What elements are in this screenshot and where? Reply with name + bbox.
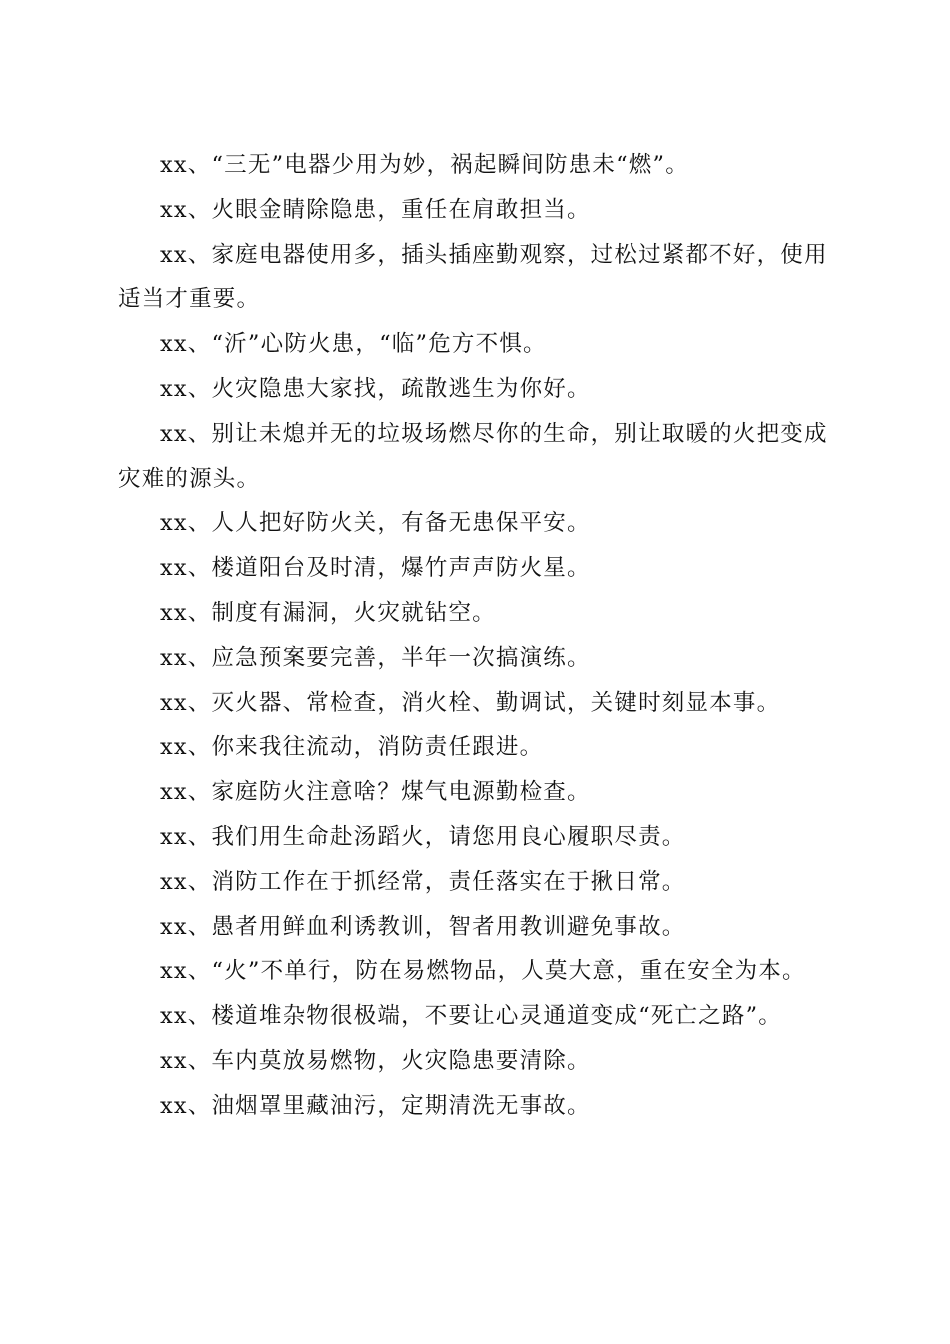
slogan-paragraph: xx、人人把好防火关，有备无患保平安。 <box>160 510 591 537</box>
slogan-paragraph: xx、车内莫放易燃物，火灾隐患要清除。 <box>160 1047 591 1074</box>
document-body <box>118 143 830 1129</box>
slogan-paragraph: xx、“三无”电器少用为妙，祸起瞬间防患未“燃”。 <box>160 152 689 178</box>
slogan-paragraph: xx、火眼金睛除隐患，重任在肩敢担当。 <box>160 196 591 223</box>
slogan-paragraph: xx、楼道堆杂物很极端，不要让心灵通道变成“死亡之路”。 <box>160 1003 782 1030</box>
slogan-paragraph: xx、你来我往流动，消防责任跟进。 <box>160 734 544 761</box>
slogan-paragraph: xx、“沂”心防火患，“临”危方不惧。 <box>160 331 547 358</box>
slogan-paragraph: xx、家庭电器使用多，插头插座勤观察，过松过紧都不好，使用适当才重要。 <box>118 241 828 313</box>
slogan-paragraph: xx、灭火器、常检查，消火栓、勤调试，关键时刻显本事。 <box>160 689 781 716</box>
slogan-paragraph: xx、家庭防火注意啥？煤气电源勤检查。 <box>160 779 591 806</box>
slogan-paragraph: xx、制度有漏洞，火灾就钻空。 <box>160 599 496 626</box>
slogan-paragraph: xx、应急预案要完善，半年一次搞演练。 <box>160 644 591 671</box>
slogan-paragraph: xx、愚者用鲜血利诱教训，智者用教训避免事故。 <box>160 913 686 940</box>
slogan-paragraph: xx、别让未熄并无的垃圾场燃尽你的生命，别让取暖的火把变成灾难的源头。 <box>118 420 828 492</box>
slogan-paragraph: xx、“火”不单行，防在易燃物品，人莫大意，重在安全为本。 <box>160 958 806 985</box>
slogan-paragraph: xx、楼道阳台及时清，爆竹声声防火星。 <box>160 555 591 582</box>
slogan-paragraph: xx、油烟罩里藏油污，定期清洗无事故。 <box>160 1092 591 1119</box>
slogan-paragraph: xx、消防工作在于抓经常，责任落实在于揪日常。 <box>160 868 686 895</box>
slogan-paragraph: xx、我们用生命赴汤蹈火，请您用良心履职尽责。 <box>160 823 686 850</box>
slogan-paragraph: xx、火灾隐患大家找，疏散逃生为你好。 <box>160 375 591 402</box>
